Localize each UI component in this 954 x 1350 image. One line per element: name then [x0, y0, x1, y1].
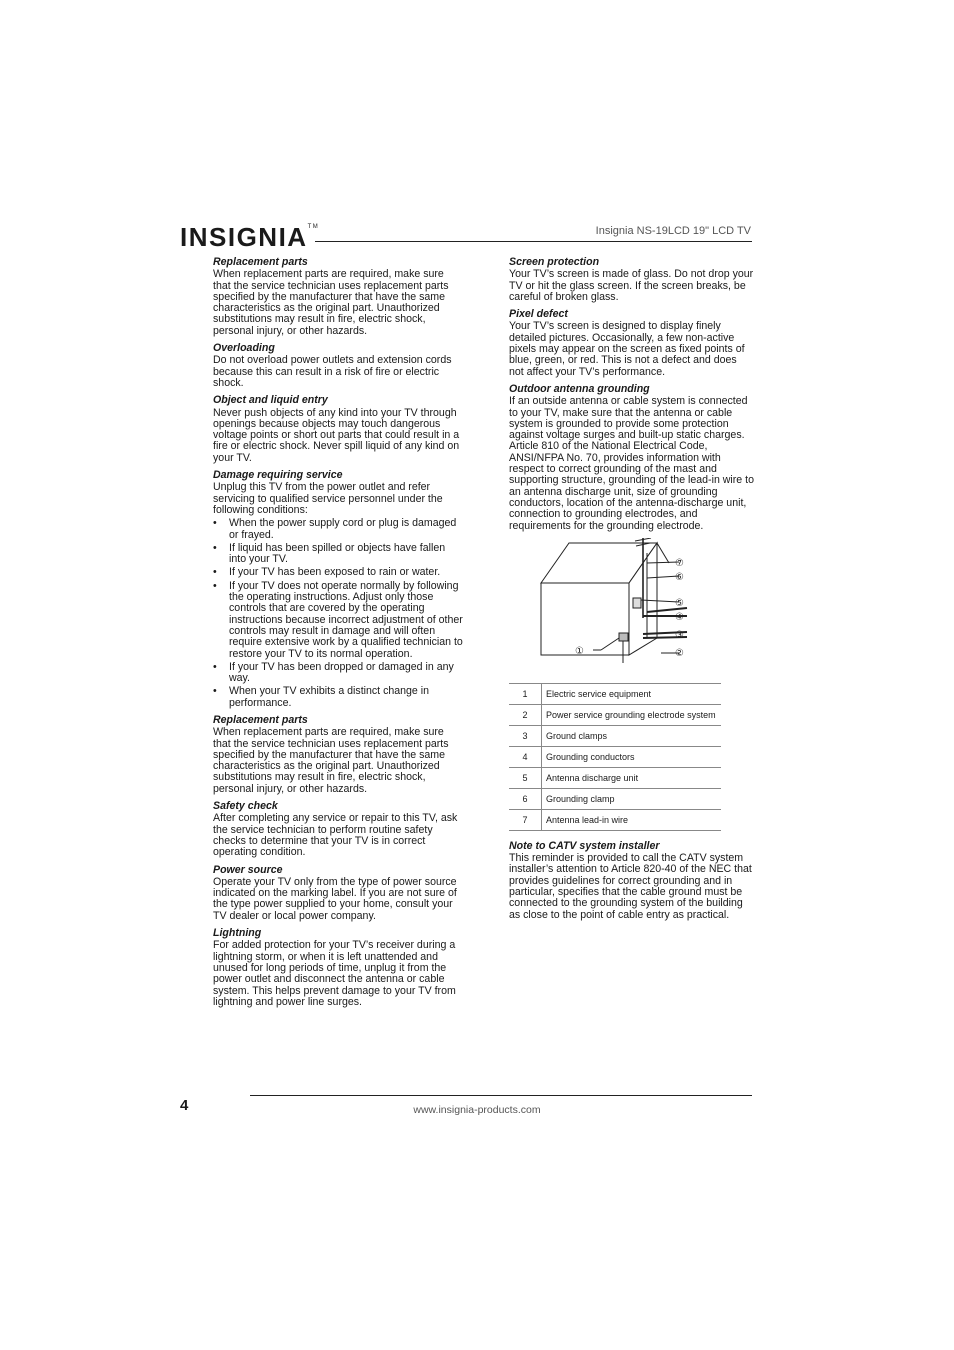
legend-number: 1	[509, 683, 542, 704]
section-body: Unplug this TV from the power outlet and refer servicing to qualified service personnel under the following conditions:	[213, 481, 443, 516]
section-heading: Screen protection	[509, 256, 600, 268]
list-item-text: When the power supply cord or plug is damaged or frayed.	[229, 517, 457, 541]
legend-label: Grounding clamp	[542, 788, 722, 809]
antenna-grounding-diagram	[529, 538, 749, 683]
section-body: Your TV’s screen is made of glass. Do not drop your TV or hit the glass screen. If the screen breaks, be careful of broken glass.	[509, 268, 754, 303]
section-heading: Overloading	[213, 342, 275, 355]
list-item	[213, 662, 463, 685]
diagram-legend-table	[509, 683, 721, 831]
footer-rule	[250, 1095, 752, 1096]
logo-trademark: TM	[307, 224, 320, 230]
diagram-callout-6: ⑥	[675, 571, 684, 583]
section-heading: Replacement parts	[213, 713, 308, 726]
legend-number: 2	[509, 704, 542, 725]
bullet: •	[213, 541, 217, 554]
legend-label: Electric service equipment	[542, 683, 722, 704]
list-item-text: If your TV does not operate normally by following the operating instructions. Adjust only those controls that are covered by the operating instructions because incorrect adjustment of other controls may result in damage and will often require extensive work by a qualified technician to restore your TV to its normal operation.	[229, 579, 463, 660]
section-lightning	[213, 928, 463, 1008]
page-number: 4	[180, 1097, 189, 1114]
legend-label: Antenna discharge unit	[542, 767, 722, 788]
section-power-source	[213, 865, 463, 922]
section-heading: Lightning	[213, 927, 262, 940]
list-item-text: If your TV has been dropped or damaged in any way.	[229, 660, 454, 685]
document-title: Insignia NS-19LCD 19" LCD TV	[595, 225, 751, 237]
section-damage-requiring-service	[213, 470, 463, 709]
list-item-text: When your TV exhibits a distinct change in performance.	[229, 685, 430, 709]
legend-label: Grounding conductors	[542, 746, 722, 767]
legend-number: 3	[509, 725, 542, 746]
bullet: •	[213, 660, 217, 673]
bullet: •	[213, 566, 217, 579]
section-body: After completing any service or repair to this TV, ask the service technician to perform routine safety checks to determine that your TV is in correct operating condition.	[213, 812, 458, 859]
diagram-callout-4: ④	[675, 611, 684, 623]
section-heading: Replacement parts	[213, 256, 308, 268]
footer-url: www.insignia-products.com	[413, 1104, 541, 1116]
section-body: Your TV’s screen is designed to display finely detailed pictures. Occasionally, a few non-active pixels may appear on the screen as fixed points of blue, green, or red. This is not a defect and does not affect your TV’s performance.	[509, 320, 745, 378]
diagram-callout-2: ②	[675, 647, 684, 659]
table-row	[509, 704, 721, 725]
legend-number: 6	[509, 788, 542, 809]
list-item	[213, 518, 463, 541]
legend-label: Ground clamps	[542, 725, 722, 746]
section-safety-check	[213, 801, 463, 858]
house-front-wall	[541, 583, 629, 655]
table-row	[509, 788, 721, 809]
list-item	[213, 543, 463, 566]
header-rule	[315, 241, 752, 242]
list-item	[213, 567, 463, 578]
bullet: •	[213, 685, 217, 698]
table-row	[509, 725, 721, 746]
diagram-callout-5: ⑤	[675, 597, 684, 609]
table-row	[509, 683, 721, 704]
section-outdoor-antenna-grounding	[509, 384, 754, 532]
section-catv-note	[509, 841, 754, 921]
diagram-callout-3: ③	[675, 629, 684, 641]
list-item	[213, 581, 463, 660]
section-pixel-defect	[509, 309, 754, 378]
section-heading: Object and liquid entry	[213, 394, 328, 407]
section-body: Do not overload power outlets and extension cords because this can result in a risk of fire or electric shock.	[213, 354, 452, 389]
logo-text: INSIGNIA	[180, 222, 308, 252]
table-row	[509, 809, 721, 830]
damage-conditions-list	[213, 518, 463, 709]
section-body: Never push objects of any kind into your TV through openings because objects may touch dangerous voltage points or short out parts that could result in a fire or electric shock. Never spill liquid of any kind on your TV.	[213, 406, 460, 464]
list-item-text: If liquid has been spilled or objects have fallen into your TV.	[229, 541, 446, 566]
legend-number: 4	[509, 746, 542, 767]
section-object-liquid-entry	[213, 395, 463, 464]
left-column	[213, 257, 463, 1014]
section-replacement-parts-2	[213, 715, 463, 795]
diagram-callout-1: ①	[575, 645, 584, 657]
roof-ridge	[657, 543, 669, 563]
bullet: •	[213, 579, 217, 592]
right-column	[509, 257, 754, 927]
table-row	[509, 746, 721, 767]
section-body: For added protection for your TV’s receiver during a lightning storm, or when it is left unattended and unused for long periods of time, unplug it from the power outlet and disconnect the antenna or cable system. This helps prevent damage to your TV from lightning and power line surges.	[213, 939, 456, 1008]
section-heading: Note to CATV system installer	[509, 839, 660, 852]
section-overloading	[213, 343, 463, 389]
legend-number: 7	[509, 809, 542, 830]
legend-number: 5	[509, 767, 542, 788]
section-body: If an outside antenna or cable system is connected to your TV, make sure that the antenna or cable system is grounded to provide some protection against voltage surges and built-up static charges. Article 810 of the National Electrical Code, ANSI/NFPA No. 70, provides information with respect to correct grounding of the mast and supporting structure, grounding of the lead-in wire to an antenna discharge unit, size of grounding conductors, location of the antenna-discharge unit, connection to grounding electrodes, and requirements for the grounding electrode.	[509, 395, 754, 532]
section-heading: Damage requiring service	[213, 469, 343, 482]
section-body: This reminder is provided to call the CATV system installer’s attention to Article 820-40 of the NEC that provides guidelines for correct grounding and in particular, specifies that the cable ground must be connected to the grounding system of the building as close to the point of cable entry as practical.	[509, 852, 752, 921]
legend-label: Power service grounding electrode system	[542, 704, 722, 725]
section-body: When replacement parts are required, make sure that the service technician uses replacement parts specified by the manufacturer that have the same characteristics as the original part. Unauthorized substitutions may result in fire, electric shock, personal injury, or other hazards.	[213, 268, 449, 337]
bullet: •	[213, 517, 217, 530]
section-heading: Safety check	[213, 800, 278, 813]
section-heading: Outdoor antenna grounding	[509, 382, 650, 395]
section-heading: Pixel defect	[509, 308, 568, 321]
section-screen-protection	[509, 257, 754, 303]
diagram-callout-7: ⑦	[675, 557, 684, 569]
list-item-text: If your TV has been exposed to rain or water.	[229, 566, 441, 579]
brand-logo	[180, 222, 319, 253]
section-heading: Power source	[213, 863, 283, 876]
table-row	[509, 767, 721, 788]
service-equipment	[619, 633, 628, 641]
section-replacement-parts	[213, 257, 463, 337]
discharge-unit	[633, 598, 641, 608]
list-item	[213, 686, 463, 709]
section-body: Operate your TV only from the type of power source indicated on the marking label. If you are not sure of the type power supplied to your home, consult your TV dealer or local power company.	[213, 875, 457, 922]
legend-label: Antenna lead-in wire	[542, 809, 722, 830]
section-body: When replacement parts are required, make sure that the service technician uses replacement parts specified by the manufacturer that have the same characteristics as the original part. Unauthorized substitutions may result in fire, electric shock, personal injury, or other hazards.	[213, 726, 449, 795]
